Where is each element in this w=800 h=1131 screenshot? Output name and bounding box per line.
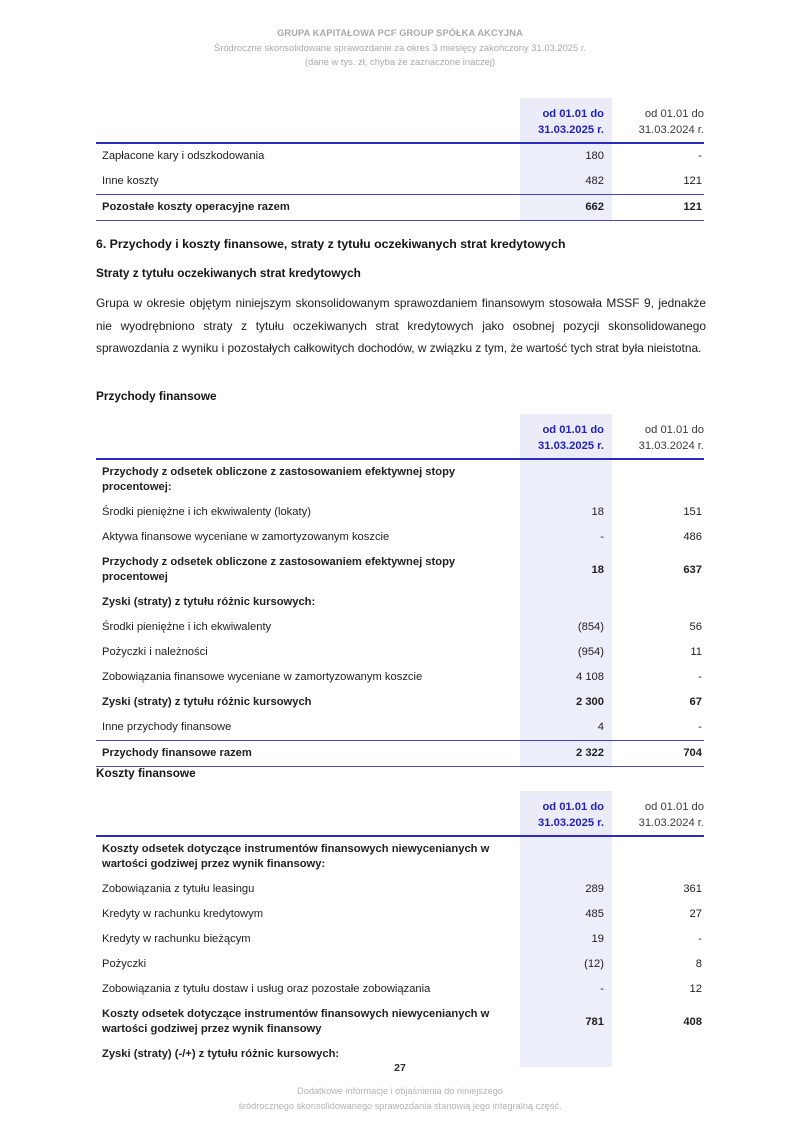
row-label: Kredyty w rachunku bieżącym (102, 933, 251, 945)
header-cell-label (96, 98, 520, 143)
row-value-previous: 67 (689, 696, 702, 708)
row-label: Środki pieniężne i ich ekwiwalenty (102, 621, 272, 633)
total-value-previous: 704 (612, 741, 704, 767)
row-value-current: 19 (520, 927, 612, 952)
table-body (96, 836, 704, 1067)
footer-line-1: Dodatkowe informacje i objaśnienia do niniejszego (297, 1086, 503, 1096)
total-value-current: 662 (520, 195, 612, 221)
table-row (96, 665, 704, 690)
table-header (96, 414, 704, 459)
table-body (96, 143, 704, 221)
header-cell-current-period (520, 414, 612, 459)
table-header-row (96, 791, 704, 836)
row-value-previous: 486 (683, 531, 702, 543)
table-body (96, 459, 704, 767)
row-value-previous: 12 (689, 983, 702, 995)
table-row (96, 690, 704, 715)
header-cell-current-period (520, 791, 612, 836)
header-current-line2: 31.03.2025 r. (538, 816, 604, 829)
row-label: Aktywa finansowe wyceniane w zamortyzowanym koszcie (102, 531, 390, 543)
table-row (96, 459, 704, 500)
header-previous-line1: od 01.01 do (644, 424, 704, 436)
table-row (96, 500, 704, 525)
row-value-previous: 27 (689, 908, 702, 920)
section-6-paragraph: Grupa w okresie objętym niniejszym skonsolidowanym sprawozdaniem finansowym stosowała MSSF 9, jednakże nie wyodrębniono straty z tytułu oczekiwanych strat kredytowych jako osobnej pozycji skonsolidowanego sprawozdania z wyniku i pozostałych całkowitych dochodów, w związku z tym, że wartość tych strat była nieistotna. (96, 296, 706, 355)
row-label: Przychody z odsetek obliczone z zastosowaniem efektywnej stopy procentowej (102, 556, 456, 583)
table-row (96, 615, 704, 640)
row-value-previous (612, 836, 704, 877)
row-value-current: - (520, 525, 612, 550)
total-value-current: 2 322 (520, 741, 612, 767)
financial-costs-table-wrapper (96, 791, 704, 1067)
row-label: Zobowiązania finansowe wyceniane w zamortyzowanym koszcie (102, 671, 423, 683)
row-label: Inne koszty (102, 175, 159, 187)
row-value-previous: - (698, 721, 702, 733)
row-label: Zyski (straty) z tytułu różnic kursowych (102, 696, 312, 708)
table-header (96, 98, 704, 143)
financial-costs-table (96, 791, 704, 1067)
header-current-line2: 31.03.2025 r. (538, 439, 604, 452)
row-label: Zyski (straty) (-/+) z tytułu różnic kursowych: (102, 1048, 340, 1060)
row-value-previous: 11 (690, 646, 702, 658)
table-row (96, 525, 704, 550)
header-units-note: (dane w tys. zł, chyba że zaznaczone inaczej) (304, 56, 496, 67)
section-6-subtitle: Straty z tytułu oczekiwanych strat kredytowych (96, 266, 361, 280)
header-current-line1: od 01.01 do (542, 108, 604, 120)
financial-income-table (96, 414, 704, 767)
other-operating-costs-table-wrapper (96, 98, 704, 221)
header-previous-line2: 31.03.2024 r. (638, 816, 704, 829)
table-row (96, 836, 704, 877)
row-value-previous (612, 590, 704, 615)
header-cell-label (96, 414, 520, 459)
table-row (96, 927, 704, 952)
header-previous-line2: 31.03.2024 r. (638, 439, 704, 452)
row-value-previous: 56 (689, 621, 702, 633)
row-value-current: (954) (520, 640, 612, 665)
header-previous-line2: 31.03.2024 r. (638, 123, 704, 136)
other-operating-costs-table (96, 98, 704, 221)
header-previous-line1: od 01.01 do (644, 108, 704, 120)
row-label: Pożyczki i należności (102, 646, 208, 658)
header-current-line1: od 01.01 do (542, 801, 604, 813)
row-value-previous: 151 (683, 506, 702, 518)
page-number: 27 (394, 1062, 406, 1074)
financial-income-caption: Przychody finansowe (96, 389, 217, 403)
row-value-current (520, 590, 612, 615)
header-current-line1: od 01.01 do (542, 424, 604, 436)
row-value-previous: - (698, 933, 702, 945)
row-value-previous: 8 (695, 958, 702, 970)
row-value-current: 180 (520, 143, 612, 169)
table-row (96, 902, 704, 927)
footer-line-2: śródrocznego skonsolidowanego sprawozdania stanowią jego integralną część. (238, 1100, 562, 1111)
row-label: Pożyczki (102, 958, 147, 970)
table-row (96, 550, 704, 590)
row-label: Zobowiązania z tytułu dostaw i usług oraz pozostałe zobowiązania (102, 983, 431, 995)
row-value-current: - (520, 977, 612, 1002)
table-row (96, 590, 704, 615)
header-previous-line1: od 01.01 do (644, 801, 704, 813)
row-label: Zyski (straty) z tytułu różnic kursowych: (102, 596, 316, 608)
table-row (96, 169, 704, 195)
total-label: Przychody finansowe razem (96, 741, 520, 767)
row-label: Koszty odsetek dotyczące instrumentów finansowych niewycenianych w wartości godziwej przez wynik finansowy: (102, 843, 490, 870)
total-label: Pozostałe koszty operacyjne razem (96, 195, 520, 221)
row-value-previous (612, 459, 704, 500)
financial-costs-caption: Koszty finansowe (96, 766, 196, 780)
row-value-current (520, 836, 612, 877)
total-value-previous: 121 (612, 195, 704, 221)
table-row (96, 1002, 704, 1042)
row-value-previous: 121 (683, 175, 702, 187)
row-value-current: (854) (520, 615, 612, 640)
row-value-previous: - (698, 150, 702, 162)
header-cell-label (96, 791, 520, 836)
header-cell-previous-period (612, 98, 704, 143)
row-label: Koszty odsetek dotyczące instrumentów finansowych niewycenianych w wartości godziwej przez wynik finansowy (102, 1008, 490, 1035)
table-row (96, 640, 704, 665)
table-row (96, 877, 704, 902)
row-value-current: 485 (520, 902, 612, 927)
row-value-previous: 408 (683, 1015, 702, 1028)
financial-income-table-wrapper (96, 414, 704, 767)
row-value-current: 18 (520, 550, 612, 590)
table-total-row (96, 195, 704, 221)
table-header-row (96, 414, 704, 459)
row-value-current: 4 108 (520, 665, 612, 690)
row-label: Środki pieniężne i ich ekwiwalenty (lokaty) (102, 506, 311, 518)
row-label: Zapłacone kary i odszkodowania (102, 150, 265, 162)
header-company-name: GRUPA KAPITAŁOWA PCF GROUP SPÓŁKA AKCYJNA (277, 28, 523, 38)
row-label: Przychody z odsetek obliczone z zastosowaniem efektywnej stopy procentowej: (102, 466, 456, 493)
row-label: Kredyty w rachunku kredytowym (102, 908, 264, 920)
row-value-current: 289 (520, 877, 612, 902)
row-label: Inne przychody finansowe (102, 721, 232, 733)
table-header-row (96, 98, 704, 143)
row-value-previous: 637 (683, 563, 702, 576)
table-row (96, 143, 704, 169)
table-header (96, 791, 704, 836)
row-value-current: 781 (520, 1002, 612, 1042)
header-report-period: Śródroczne skonsolidowane sprawozdanie za okres 3 miesięcy zakończony 31.03.2025 r. (213, 41, 587, 53)
row-value-current: 18 (520, 500, 612, 525)
table-row (96, 977, 704, 1002)
row-value-current: 4 (520, 715, 612, 741)
row-value-previous: 361 (683, 883, 702, 895)
row-value-current: (12) (520, 952, 612, 977)
header-cell-previous-period (612, 791, 704, 836)
header-current-line2: 31.03.2025 r. (538, 123, 604, 136)
table-row (96, 715, 704, 741)
row-value-previous: - (698, 671, 702, 683)
document-running-header (0, 26, 800, 70)
row-value-current: 2 300 (520, 690, 612, 715)
table-total-row (96, 741, 704, 767)
row-label: Zobowiązania z tytułu leasingu (102, 883, 255, 895)
header-cell-current-period (520, 98, 612, 143)
section-6-title: 6. Przychody i koszty finansowe, straty z tytułu oczekiwanych strat kredytowych (96, 237, 566, 251)
header-cell-previous-period (612, 414, 704, 459)
table-row (96, 952, 704, 977)
row-value-current (520, 459, 612, 500)
row-value-current: 482 (520, 169, 612, 195)
document-footer-note (0, 1084, 800, 1113)
